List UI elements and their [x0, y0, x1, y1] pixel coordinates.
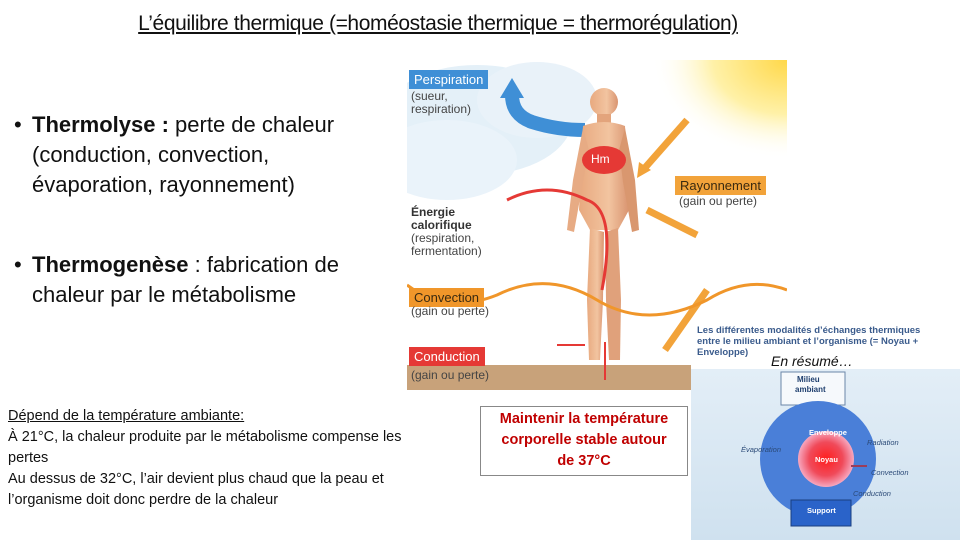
perspiration-sub1: (sueur, — [411, 89, 448, 103]
bullet-thermolyse-line3: évaporation, rayonnement) — [32, 172, 295, 197]
summary-resume-label: En résumé… — [771, 353, 853, 369]
bullet-dot: • — [14, 252, 22, 277]
summary-convection: Convection — [871, 468, 909, 477]
note-line3: Au dessus de 32°C, l’air devient plus chaud que la peau et — [8, 471, 384, 487]
note-heading: Dépend de la température ambiante: — [8, 408, 245, 424]
energie-l1: Énergie — [411, 205, 456, 219]
convection-tag: Convection — [409, 288, 484, 307]
bullet-thermolyse-line2: (conduction, convection, — [32, 142, 270, 167]
bullet-thermolyse-line1: perte de chaleur — [168, 112, 335, 137]
bullet-thermogenese-head: Thermogenèse — [32, 252, 189, 277]
bullet-thermogenese-line1: : fabrication de — [188, 252, 339, 277]
hm-label: Hm — [591, 152, 610, 166]
note-line4: l’organisme doit donc perdre de la chaleur — [8, 492, 279, 508]
summary-title-line2: entre le milieu ambiant et l’organisme (= Noyau + Enveloppe) — [697, 336, 919, 358]
bullet-thermolyse — [14, 110, 394, 200]
slide-title: L’équilibre thermique (=homéostasie thermique = thermorégulation) — [138, 12, 738, 35]
summary-figure — [691, 325, 960, 540]
radiation-arrow-2 — [647, 210, 697, 235]
key-message-line3: de 37°C — [557, 453, 611, 469]
summary-milieu-l2: ambiant — [795, 385, 826, 394]
convection-sub: (gain ou perte) — [411, 304, 490, 318]
summary-support: Support — [807, 506, 836, 515]
energie-l3: (respiration, — [411, 231, 475, 245]
energie-l4: fermentation) — [411, 244, 482, 258]
conduction-sub: (gain ou perte) — [411, 368, 490, 382]
bullet-dot: • — [14, 112, 22, 137]
bullet-thermogenese — [14, 250, 394, 310]
key-message-line1: Maintenir la température — [499, 411, 669, 427]
summary-radiation: Radiation — [867, 438, 899, 447]
temperature-note — [8, 406, 468, 511]
note-line1: À 21°C, la chaleur produite par le métabolisme compense les — [8, 429, 402, 445]
rayonnement-tag: Rayonnement — [675, 176, 766, 195]
key-message-line2: corporelle stable autour — [501, 432, 667, 448]
key-message-box — [480, 406, 688, 476]
perspiration-tag: Perspiration — [409, 70, 488, 89]
summary-noyau: Noyau — [815, 455, 838, 464]
conduction-tag: Conduction — [409, 347, 485, 366]
bullet-thermolyse-head: Thermolyse : — [32, 112, 169, 137]
summary-enveloppe: Enveloppe — [809, 428, 847, 437]
summary-milieu-l1: Milieu — [797, 375, 820, 384]
summary-title-line1: Les différentes modalités d’échanges thermiques — [697, 325, 921, 336]
summary-evaporation: Évaporation — [741, 445, 782, 454]
summary-panel — [691, 369, 960, 540]
perspiration-sub2: respiration) — [411, 102, 472, 116]
energie-l2: calorifique — [411, 218, 472, 232]
note-line2: pertes — [8, 450, 49, 466]
rayonnement-sub: (gain ou perte) — [679, 194, 758, 208]
summary-conduction: Conduction — [853, 489, 891, 498]
bullet-thermogenese-line2: chaleur par le métabolisme — [32, 282, 297, 307]
